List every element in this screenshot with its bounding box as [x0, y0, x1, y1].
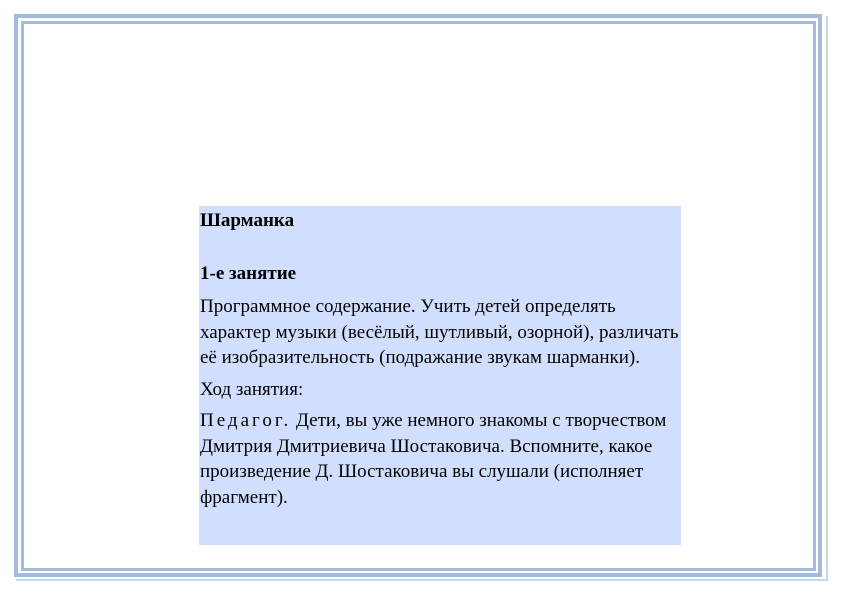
- program-content-paragraph: Программное содержание. Учить детей определять характер музыки (весёлый, шутливый, озорной), различать её изобразительность (подражание звукам шарманки).: [200, 296, 679, 368]
- course-heading: Ход занятия:: [200, 378, 304, 400]
- teacher-paragraph: [200, 408, 681, 510]
- teacher-label: Педагог.: [200, 410, 292, 431]
- document-title: Шарманка: [200, 210, 295, 231]
- teacher-speech: Дети, вы уже немного знакомы с творчеством Дмитрия Дмитриевича Шостаковича. Вспомните, какое произведение Д. Шостаковича вы слушали (исполняет фрагмент).: [200, 410, 667, 508]
- page-frame-shadow-bottom: [16, 579, 828, 581]
- lesson-text-box: [199, 206, 681, 545]
- lesson-heading: 1-е занятие: [200, 263, 297, 284]
- page-frame-shadow-right: [826, 16, 828, 579]
